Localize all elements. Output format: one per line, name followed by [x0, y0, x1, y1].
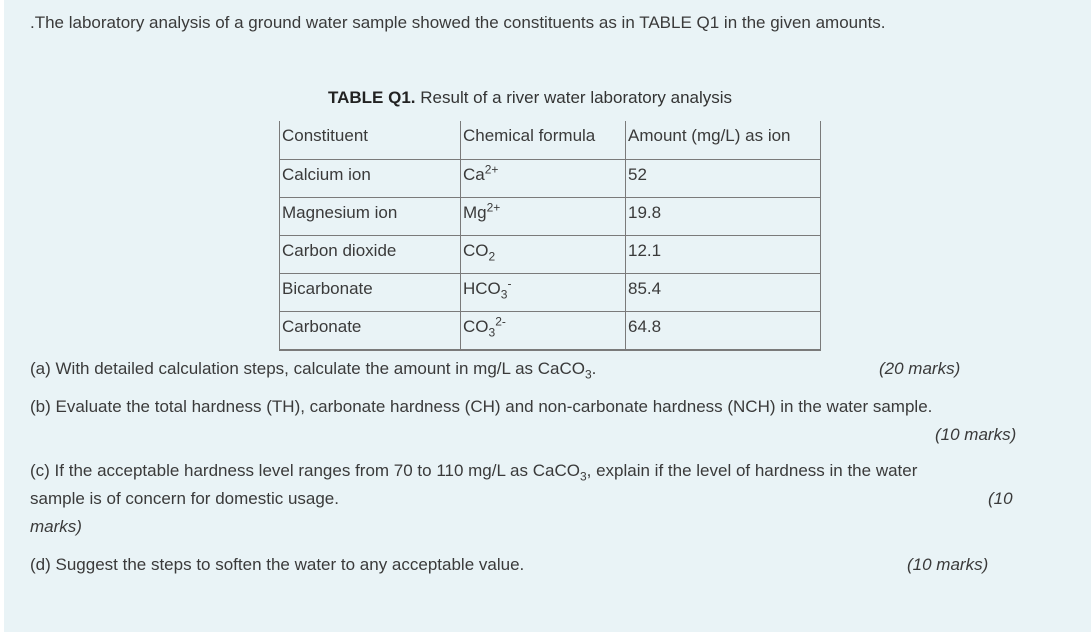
cell-formula — [461, 274, 626, 312]
cell-formula — [461, 160, 626, 198]
question-d-marks: (10 marks) — [907, 555, 989, 574]
cell-amount: 12.1 — [626, 236, 821, 274]
table-caption — [328, 87, 732, 109]
formula-charge: 2+ — [484, 162, 499, 177]
header-chemical-formula: Chemical formula — [461, 121, 626, 160]
question-a-text-end: . — [591, 359, 597, 378]
question-a-text: (a) With detailed calculation steps, calculate the amount in mg/L as CaCO — [30, 359, 585, 378]
formula-charge: - — [507, 276, 512, 291]
table-header-row — [280, 121, 821, 160]
question-a-marks: (20 marks) — [879, 359, 961, 378]
cell-constituent: Carbon dioxide — [280, 236, 461, 274]
question-c-subscript: 3 — [579, 469, 587, 484]
cell-formula — [461, 236, 626, 274]
question-a-subscript: 3 — [584, 367, 592, 382]
table-row — [280, 160, 821, 198]
cell-constituent: Carbonate — [280, 312, 461, 351]
question-c-marks: (10 — [988, 489, 1013, 508]
intro-text: .The laboratory analysis of a ground water sample showed the constituents as in TABLE Q1 in the given amounts. — [30, 13, 886, 32]
cell-constituent: Bicarbonate — [280, 274, 461, 312]
formula-subscript: 3 — [500, 287, 508, 302]
formula-subscript: 3 — [488, 325, 496, 340]
question-b-marks: (10 marks) — [935, 425, 1017, 444]
cell-constituent: Calcium ion — [280, 160, 461, 198]
cell-amount: 85.4 — [626, 274, 821, 312]
question-c — [30, 460, 917, 482]
table-caption-text: Result of a river water laboratory analysis — [415, 88, 733, 107]
table-row — [280, 274, 821, 312]
formula-base: Ca — [463, 165, 485, 184]
table-row — [280, 198, 821, 236]
formula-base: CO — [463, 241, 489, 260]
cell-constituent: Magnesium ion — [280, 198, 461, 236]
cell-formula — [461, 312, 626, 351]
formula-charge: 2+ — [486, 200, 501, 215]
question-c-text-end: , explain if the level of hardness in the water — [586, 461, 918, 480]
cell-amount: 52 — [626, 160, 821, 198]
table-row — [280, 312, 821, 351]
question-a — [30, 358, 596, 380]
formula-base: Mg — [463, 203, 487, 222]
formula-base: HCO — [463, 279, 501, 298]
question-b: (b) Evaluate the total hardness (TH), carbonate hardness (CH) and non-carbonate hardness (NCH) in the water sample. — [30, 397, 933, 416]
question-c-line2: sample is of concern for domestic usage. — [30, 489, 339, 508]
table-row — [280, 236, 821, 274]
formula-subscript: 2 — [488, 249, 496, 264]
question-d: (d) Suggest the steps to soften the water to any acceptable value. — [30, 555, 525, 574]
header-amount: Amount (mg/L) as ion — [626, 121, 821, 160]
cell-formula — [461, 198, 626, 236]
cell-amount: 64.8 — [626, 312, 821, 351]
header-constituent: Constituent — [280, 121, 461, 160]
table-caption-label: TABLE Q1. — [328, 88, 416, 107]
results-table — [279, 121, 821, 351]
formula-charge: 2- — [495, 314, 506, 329]
formula-base: CO — [463, 317, 489, 336]
question-c-marks-cont: marks) — [30, 517, 82, 536]
cell-amount: 19.8 — [626, 198, 821, 236]
question-c-text: (c) If the acceptable hardness level ranges from 70 to 110 mg/L as CaCO — [30, 461, 580, 480]
